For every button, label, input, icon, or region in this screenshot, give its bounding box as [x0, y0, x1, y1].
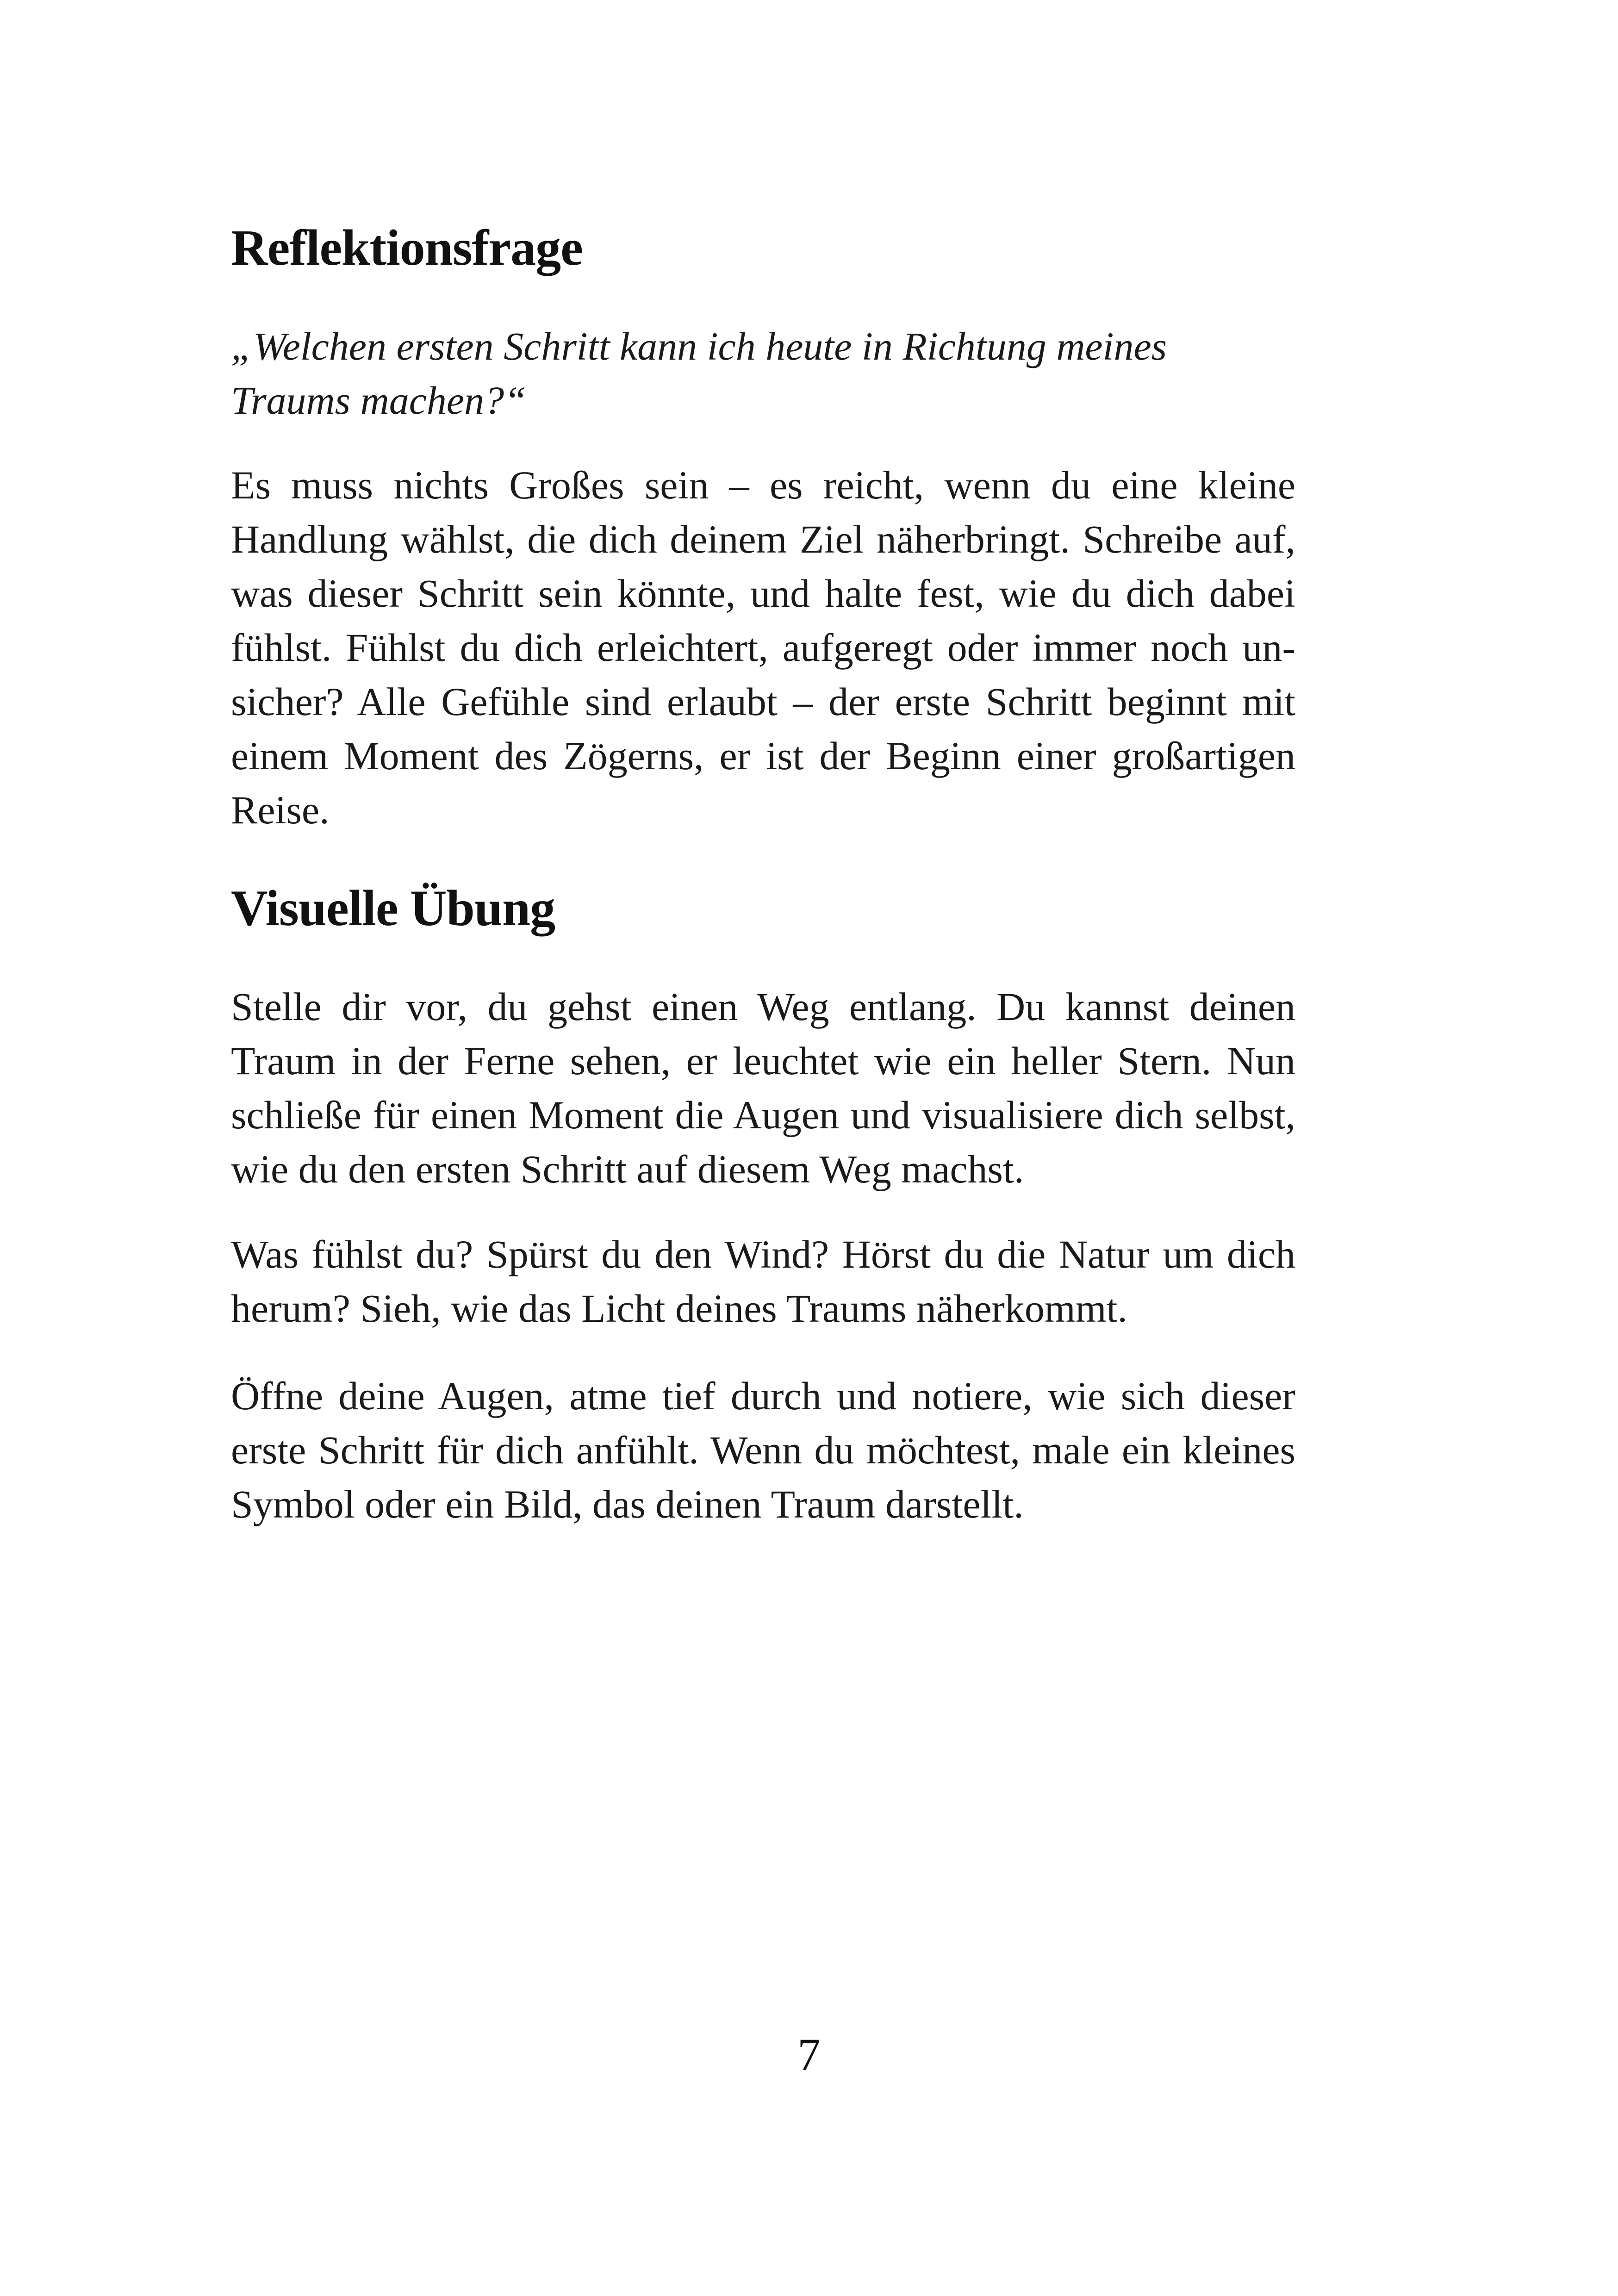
body-paragraph: Stelle dir vor, du gehst einen Weg entlang. Du kannst deinen Traum in der Ferne sehen, er leuchtet wie ein heller Stern. Nun schließe für einen Moment die Augen und visualisiere dich selbst, wie du den ersten Schritt auf diesem Weg machst. — [231, 984, 1295, 1191]
reflection-question-quote: „Welchen ersten Schritt kann ich heute in Richtung meines Traums machen?“ — [231, 324, 1167, 423]
section-heading-reflektionsfrage: Reflektionsfrage — [231, 219, 583, 276]
body-paragraph: Es muss nichts Großes sein – es reicht, wenn du eine kleine Handlung wählst, die dich deinem Ziel näherbringt. Schreibe auf, was dieser Schritt sein könnte, und halte fest, wie du dich dabei fühlst. Fühlst du dich erleichtert, aufgeregt oder immer noch unsicher? Alle Gefühle sind erlaubt – der erste Schritt beginnt mit einem Moment des Zögerns, er ist der Beginn einer großartigen Reise. — [231, 463, 1295, 832]
section-heading-visuelle-uebung: Visuelle Übung — [231, 880, 555, 936]
body-paragraph: Was fühlst du? Spürst du den Wind? Hörst du die Natur um dich herum? Sieh, wie das Licht deines Traums näherkommt. — [231, 1232, 1295, 1331]
body-paragraph: Öffne deine Augen, atme tief durch und notiere, wie sich dieser erste Schritt für dich anfühlt. Wenn du möchtest, male ein kleines Symbol oder ein Bild, das deinen Traum darstellt. — [231, 1374, 1295, 1526]
page-number: 7 — [797, 2029, 821, 2080]
